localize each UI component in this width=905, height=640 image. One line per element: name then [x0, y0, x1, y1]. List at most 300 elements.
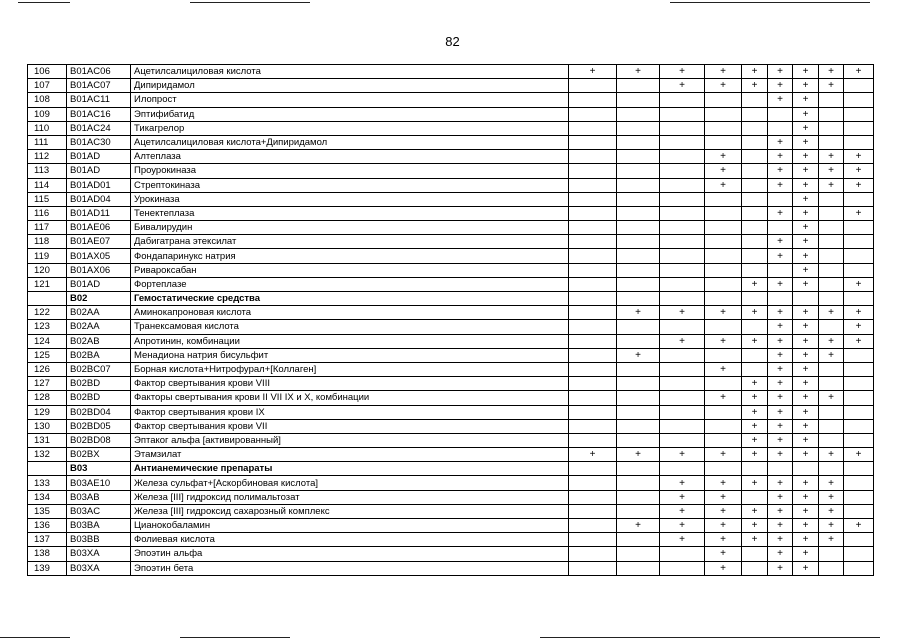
- row-number-cell: 123: [28, 320, 67, 334]
- atc-code-cell: B03AE10: [67, 476, 131, 490]
- drug-name-cell: Фолиевая кислота: [131, 533, 569, 547]
- scan-edge-bottom-mid: [180, 637, 290, 638]
- mark-cell: +: [793, 192, 819, 206]
- drug-name-cell: Этамзилат: [131, 448, 569, 462]
- mark-cell: [617, 490, 660, 504]
- mark-cell: [617, 462, 660, 476]
- mark-cell: +: [660, 504, 705, 518]
- mark-cell: [569, 377, 617, 391]
- mark-cell: +: [660, 334, 705, 348]
- table-row: [28, 121, 874, 135]
- mark-cell: [617, 405, 660, 419]
- mark-cell: +: [844, 65, 874, 79]
- mark-cell: [569, 121, 617, 135]
- table-row: [28, 377, 874, 391]
- mark-cell: +: [768, 277, 793, 291]
- mark-cell: [660, 391, 705, 405]
- mark-cell: [819, 405, 844, 419]
- mark-cell: +: [705, 391, 742, 405]
- mark-cell: +: [768, 306, 793, 320]
- scan-edge-top-left: [18, 2, 70, 3]
- mark-cell: [660, 249, 705, 263]
- mark-cell: [793, 292, 819, 306]
- mark-cell: +: [742, 448, 768, 462]
- row-number-cell: 127: [28, 377, 67, 391]
- mark-cell: [742, 107, 768, 121]
- mark-cell: +: [768, 504, 793, 518]
- page-number: 82: [445, 34, 460, 49]
- mark-cell: [819, 263, 844, 277]
- mark-cell: [705, 348, 742, 362]
- mark-cell: [819, 433, 844, 447]
- mark-cell: +: [819, 150, 844, 164]
- mark-cell: [660, 192, 705, 206]
- mark-cell: [660, 377, 705, 391]
- mark-cell: +: [793, 377, 819, 391]
- mark-cell: [569, 135, 617, 149]
- mark-cell: [660, 277, 705, 291]
- mark-cell: +: [569, 448, 617, 462]
- atc-code-cell: B03: [67, 462, 131, 476]
- drug-name-cell: Фактор свертывания крови VII: [131, 419, 569, 433]
- mark-cell: [742, 135, 768, 149]
- atc-code-cell: B02AB: [67, 334, 131, 348]
- mark-cell: +: [793, 320, 819, 334]
- mark-cell: [819, 93, 844, 107]
- mark-cell: +: [660, 490, 705, 504]
- mark-cell: +: [617, 306, 660, 320]
- mark-cell: [660, 547, 705, 561]
- mark-cell: [742, 206, 768, 220]
- mark-cell: [705, 277, 742, 291]
- mark-cell: +: [768, 206, 793, 220]
- mark-cell: [844, 121, 874, 135]
- drug-name-cell: Тенектеплаза: [131, 206, 569, 220]
- mark-cell: [819, 221, 844, 235]
- mark-cell: +: [705, 178, 742, 192]
- atc-code-cell: B02BX: [67, 448, 131, 462]
- drug-name-cell: Борная кислота+Нитрофурал+[Коллаген]: [131, 362, 569, 376]
- table-row: [28, 150, 874, 164]
- mark-cell: +: [793, 362, 819, 376]
- mark-cell: [844, 263, 874, 277]
- mark-cell: [660, 135, 705, 149]
- table-row: [28, 547, 874, 561]
- atc-code-cell: B01AC07: [67, 79, 131, 93]
- mark-cell: [617, 277, 660, 291]
- mark-cell: [705, 320, 742, 334]
- mark-cell: +: [819, 65, 844, 79]
- mark-cell: [819, 320, 844, 334]
- mark-cell: [617, 178, 660, 192]
- mark-cell: [660, 462, 705, 476]
- row-number-cell: 106: [28, 65, 67, 79]
- mark-cell: +: [742, 433, 768, 447]
- row-number-cell: [28, 462, 67, 476]
- drug-name-cell: Стрептокиназа: [131, 178, 569, 192]
- mark-cell: +: [617, 519, 660, 533]
- mark-cell: +: [793, 306, 819, 320]
- mark-cell: +: [793, 65, 819, 79]
- mark-cell: [617, 391, 660, 405]
- table-row: [28, 490, 874, 504]
- mark-cell: [844, 192, 874, 206]
- mark-cell: +: [844, 150, 874, 164]
- mark-cell: [768, 462, 793, 476]
- mark-cell: +: [793, 391, 819, 405]
- scan-edge-bottom-left: [0, 637, 70, 638]
- atc-code-cell: B02BD08: [67, 433, 131, 447]
- table-row: [28, 164, 874, 178]
- mark-cell: [569, 405, 617, 419]
- atc-code-cell: B01AD01: [67, 178, 131, 192]
- mark-cell: [705, 462, 742, 476]
- mark-cell: [844, 504, 874, 518]
- mark-cell: [617, 433, 660, 447]
- atc-code-cell: B01AD: [67, 164, 131, 178]
- table-row: [28, 391, 874, 405]
- mark-cell: +: [705, 65, 742, 79]
- atc-code-cell: B01AD04: [67, 192, 131, 206]
- table-row: [28, 334, 874, 348]
- mark-cell: [617, 263, 660, 277]
- mark-cell: [844, 547, 874, 561]
- mark-cell: [705, 107, 742, 121]
- mark-cell: [768, 107, 793, 121]
- mark-cell: [617, 320, 660, 334]
- mark-cell: +: [617, 348, 660, 362]
- mark-cell: +: [768, 476, 793, 490]
- mark-cell: +: [793, 135, 819, 149]
- row-number-cell: 129: [28, 405, 67, 419]
- drug-name-cell: Дипиридамол: [131, 79, 569, 93]
- mark-cell: +: [660, 448, 705, 462]
- row-number-cell: 118: [28, 235, 67, 249]
- mark-cell: [705, 263, 742, 277]
- mark-cell: +: [660, 476, 705, 490]
- mark-cell: +: [793, 405, 819, 419]
- atc-code-cell: B03BB: [67, 533, 131, 547]
- mark-cell: +: [793, 221, 819, 235]
- mark-cell: [569, 433, 617, 447]
- mark-cell: +: [705, 547, 742, 561]
- mark-cell: +: [742, 306, 768, 320]
- mark-cell: +: [844, 448, 874, 462]
- mark-cell: [569, 221, 617, 235]
- mark-cell: [569, 93, 617, 107]
- mark-cell: +: [705, 362, 742, 376]
- mark-cell: [617, 121, 660, 135]
- mark-cell: [569, 192, 617, 206]
- mark-cell: [742, 121, 768, 135]
- mark-cell: [742, 178, 768, 192]
- atc-code-cell: B02AA: [67, 320, 131, 334]
- mark-cell: +: [819, 334, 844, 348]
- row-number-cell: 120: [28, 263, 67, 277]
- mark-cell: +: [819, 504, 844, 518]
- row-number-cell: 108: [28, 93, 67, 107]
- drug-name-cell: Аминокапроновая кислота: [131, 306, 569, 320]
- mark-cell: [569, 164, 617, 178]
- mark-cell: +: [768, 490, 793, 504]
- mark-cell: +: [793, 249, 819, 263]
- mark-cell: +: [768, 235, 793, 249]
- row-number-cell: 130: [28, 419, 67, 433]
- mark-cell: +: [705, 164, 742, 178]
- mark-cell: [742, 490, 768, 504]
- drug-name-cell: Эпоэтин альфа: [131, 547, 569, 561]
- mark-cell: [569, 504, 617, 518]
- section-row: [28, 462, 874, 476]
- mark-cell: [705, 192, 742, 206]
- atc-code-cell: B02BD: [67, 391, 131, 405]
- mark-cell: +: [819, 476, 844, 490]
- mark-cell: [844, 348, 874, 362]
- mark-cell: [569, 206, 617, 220]
- row-number-cell: 128: [28, 391, 67, 405]
- mark-cell: [793, 462, 819, 476]
- mark-cell: +: [793, 277, 819, 291]
- drug-name-cell: Фактор свертывания крови VIII: [131, 377, 569, 391]
- mark-cell: +: [793, 164, 819, 178]
- atc-code-cell: B02BA: [67, 348, 131, 362]
- mark-cell: +: [844, 178, 874, 192]
- mark-cell: +: [742, 334, 768, 348]
- mark-cell: [617, 221, 660, 235]
- row-number-cell: 109: [28, 107, 67, 121]
- mark-cell: [819, 462, 844, 476]
- atc-code-cell: B03BA: [67, 519, 131, 533]
- mark-cell: +: [819, 391, 844, 405]
- mark-cell: +: [768, 405, 793, 419]
- drug-name-cell: Ацетилсалициловая кислота: [131, 65, 569, 79]
- mark-cell: [819, 235, 844, 249]
- mark-cell: +: [844, 519, 874, 533]
- row-number-cell: 116: [28, 206, 67, 220]
- table-row: [28, 419, 874, 433]
- mark-cell: [844, 490, 874, 504]
- mark-cell: +: [793, 547, 819, 561]
- mark-cell: +: [819, 533, 844, 547]
- mark-cell: +: [705, 561, 742, 575]
- atc-code-cell: B02: [67, 292, 131, 306]
- mark-cell: [569, 462, 617, 476]
- mark-cell: [660, 93, 705, 107]
- row-number-cell: 134: [28, 490, 67, 504]
- table-row: [28, 519, 874, 533]
- mark-cell: +: [768, 79, 793, 93]
- mark-cell: +: [844, 320, 874, 334]
- drug-name-cell: Ацетилсалициловая кислота+Дипиридамол: [131, 135, 569, 149]
- mark-cell: +: [819, 448, 844, 462]
- mark-cell: +: [742, 519, 768, 533]
- mark-cell: [742, 561, 768, 575]
- mark-cell: [660, 150, 705, 164]
- drug-name-cell: Илопрост: [131, 93, 569, 107]
- mark-cell: [617, 504, 660, 518]
- mark-cell: [569, 362, 617, 376]
- mark-cell: +: [819, 519, 844, 533]
- drug-name-cell: Железа [III] гидроксид сахарозный комплекс: [131, 504, 569, 518]
- mark-cell: [617, 249, 660, 263]
- mark-cell: [569, 107, 617, 121]
- mark-cell: [705, 292, 742, 306]
- mark-cell: +: [793, 150, 819, 164]
- drug-name-cell: Гемостатические средства: [131, 292, 569, 306]
- table-row: [28, 135, 874, 149]
- mark-cell: +: [768, 561, 793, 575]
- mark-cell: [844, 235, 874, 249]
- table-row: [28, 221, 874, 235]
- mark-cell: +: [793, 448, 819, 462]
- mark-cell: +: [793, 107, 819, 121]
- mark-cell: [569, 490, 617, 504]
- drug-name-cell: Проурокиназа: [131, 164, 569, 178]
- mark-cell: [844, 391, 874, 405]
- mark-cell: [617, 547, 660, 561]
- mark-cell: +: [742, 79, 768, 93]
- mark-cell: [660, 107, 705, 121]
- row-number-cell: 107: [28, 79, 67, 93]
- mark-cell: +: [705, 150, 742, 164]
- table-row: [28, 362, 874, 376]
- row-number-cell: 132: [28, 448, 67, 462]
- atc-code-cell: B01AE06: [67, 221, 131, 235]
- mark-cell: [705, 235, 742, 249]
- mark-cell: +: [705, 490, 742, 504]
- drug-table: [27, 64, 874, 576]
- mark-cell: [844, 362, 874, 376]
- mark-cell: [705, 433, 742, 447]
- mark-cell: [569, 249, 617, 263]
- row-number-cell: 139: [28, 561, 67, 575]
- mark-cell: +: [660, 533, 705, 547]
- mark-cell: [617, 476, 660, 490]
- mark-cell: [660, 263, 705, 277]
- mark-cell: +: [742, 476, 768, 490]
- mark-cell: +: [844, 206, 874, 220]
- mark-cell: [844, 462, 874, 476]
- mark-cell: [742, 292, 768, 306]
- scan-edge-top-mid: [190, 2, 310, 3]
- atc-code-cell: B01AC24: [67, 121, 131, 135]
- mark-cell: +: [768, 519, 793, 533]
- drug-name-cell: Фондапаринукс натрия: [131, 249, 569, 263]
- mark-cell: [705, 93, 742, 107]
- atc-code-cell: B01AX06: [67, 263, 131, 277]
- table-row: [28, 178, 874, 192]
- row-number-cell: 121: [28, 277, 67, 291]
- mark-cell: [660, 292, 705, 306]
- atc-code-cell: B03XA: [67, 561, 131, 575]
- mark-cell: [844, 533, 874, 547]
- mark-cell: +: [660, 79, 705, 93]
- atc-code-cell: B01AX05: [67, 249, 131, 263]
- mark-cell: [819, 107, 844, 121]
- mark-cell: [768, 263, 793, 277]
- row-number-cell: 112: [28, 150, 67, 164]
- table-row: [28, 263, 874, 277]
- mark-cell: +: [768, 249, 793, 263]
- mark-cell: +: [768, 164, 793, 178]
- mark-cell: [660, 419, 705, 433]
- mark-cell: [660, 164, 705, 178]
- mark-cell: +: [819, 164, 844, 178]
- atc-code-cell: B03AC: [67, 504, 131, 518]
- row-number-cell: 115: [28, 192, 67, 206]
- atc-code-cell: B02BD: [67, 377, 131, 391]
- mark-cell: +: [793, 263, 819, 277]
- mark-cell: +: [705, 448, 742, 462]
- table-row: [28, 192, 874, 206]
- mark-cell: +: [768, 178, 793, 192]
- mark-cell: [705, 419, 742, 433]
- mark-cell: [844, 405, 874, 419]
- mark-cell: +: [844, 277, 874, 291]
- mark-cell: +: [844, 306, 874, 320]
- mark-cell: [569, 391, 617, 405]
- atc-code-cell: B01AE07: [67, 235, 131, 249]
- mark-cell: +: [793, 235, 819, 249]
- mark-cell: +: [705, 476, 742, 490]
- row-number-cell: 126: [28, 362, 67, 376]
- mark-cell: [569, 519, 617, 533]
- table-row: [28, 433, 874, 447]
- mark-cell: +: [768, 391, 793, 405]
- mark-cell: +: [768, 334, 793, 348]
- mark-cell: [844, 561, 874, 575]
- mark-cell: +: [660, 519, 705, 533]
- table-row: [28, 306, 874, 320]
- mark-cell: +: [705, 334, 742, 348]
- mark-cell: +: [742, 65, 768, 79]
- drug-name-cell: Эпоэтин бета: [131, 561, 569, 575]
- mark-cell: [742, 235, 768, 249]
- mark-cell: [617, 561, 660, 575]
- mark-cell: [705, 221, 742, 235]
- mark-cell: +: [793, 504, 819, 518]
- row-number-cell: 135: [28, 504, 67, 518]
- mark-cell: [569, 292, 617, 306]
- mark-cell: [705, 405, 742, 419]
- mark-cell: +: [793, 334, 819, 348]
- mark-cell: [660, 433, 705, 447]
- mark-cell: [569, 348, 617, 362]
- drug-name-cell: Алтеплаза: [131, 150, 569, 164]
- mark-cell: [660, 561, 705, 575]
- drug-name-cell: Железа сульфат+[Аскорбиновая кислота]: [131, 476, 569, 490]
- mark-cell: [569, 547, 617, 561]
- mark-cell: +: [705, 533, 742, 547]
- mark-cell: [569, 533, 617, 547]
- table-row: [28, 504, 874, 518]
- row-number-cell: 114: [28, 178, 67, 192]
- drug-name-cell: Фактор свертывания крови IX: [131, 405, 569, 419]
- mark-cell: +: [819, 306, 844, 320]
- mark-cell: +: [742, 419, 768, 433]
- mark-cell: +: [705, 306, 742, 320]
- drug-name-cell: Эптаког альфа [активированный]: [131, 433, 569, 447]
- mark-cell: +: [660, 306, 705, 320]
- drug-name-cell: Цианокобаламин: [131, 519, 569, 533]
- mark-cell: [569, 320, 617, 334]
- row-number-cell: 125: [28, 348, 67, 362]
- mark-cell: +: [742, 391, 768, 405]
- mark-cell: [844, 377, 874, 391]
- row-number-cell: 138: [28, 547, 67, 561]
- mark-cell: +: [768, 348, 793, 362]
- mark-cell: +: [768, 533, 793, 547]
